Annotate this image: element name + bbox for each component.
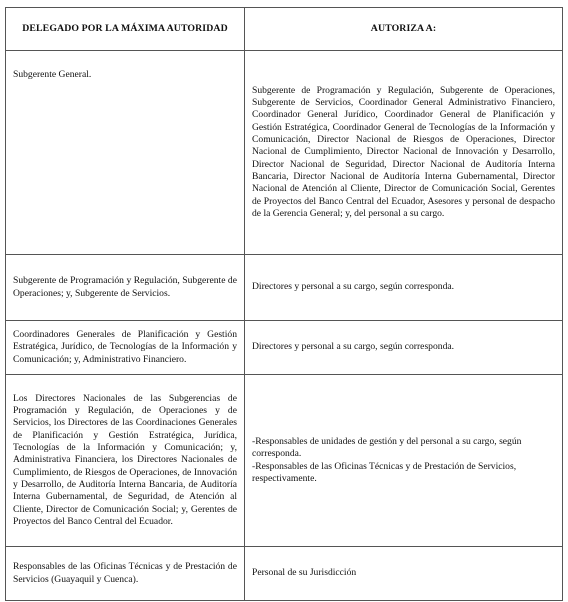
delegate-cell: Responsables de las Oficinas Técnicas y de Prestación de Servicios (Guayaquil y Cuenca).: [6, 547, 245, 601]
delegate-cell: Los Directores Nacionales de las Subgerencias de Programación y Regulación, de Operaciones y de Servicios, los Directores de las Coordinaciones Generales de Planificación y Gestión Estratégica, Jurídica, Tecnologías de la Información y Comunicación; y, Administrativa Financiera, los Directores Nacionales de Cumplimiento, de Riesgos de Operaciones, de Innovación y Desarrollo, de Auditoría Interna Bancaria, de Auditoría Interna Gubernamental, de Seguridad, de Atención al Cliente, Director de Comunicación Social; y, Gerentes de Proyectos del Banco Central del Ecuador.: [6, 375, 245, 547]
authorizes-cell: Personal de su Jurisdicción: [245, 547, 563, 601]
authorizes-line: -Responsables de unidades de gestión y del personal a su cargo, según corresponda.: [252, 435, 522, 460]
delegate-cell: Coordinadores Generales de Planificación y Gestión Estratégica, Jurídico, de Tecnologías de la Información y Comunicación; y, Administrativo Financiero.: [6, 321, 245, 375]
table-row: [6, 51, 563, 255]
table-row: [6, 375, 563, 547]
authorizes-cell: Directores y personal a su cargo, según corresponda.: [245, 321, 563, 375]
authorizes-line: -Responsables de las Oficinas Técnicas y de Prestación de Servicios, respectivamente.: [252, 460, 517, 484]
authorizes-cell: [245, 375, 563, 547]
header-authorizes: AUTORIZA A:: [245, 8, 563, 51]
authorizes-cell: Directores y personal a su cargo, según corresponda.: [245, 255, 563, 321]
authorizes-cell: Subgerente de Programación y Regulación, Subgerente de Operaciones, Subgerente de Servicios, Coordinador General Administrativo Financiero, Coordinador General Jurídico, Coordinador General de Planificación y Gestión Estratégica, Coordinador General de Tecnologías de la Información y Comunicación, Director Nacional de Riesgos de Operaciones, Director Nacional de Cumplimiento, Director Nacional de Innovación y Desarrollo, Director Nacional de Seguridad, Director Nacional de Auditoría Interna Bancaria, Director Nacional de Auditoría Interna Gubernamental, Director Nacional de Atención al Cliente, Director de Comunicación Social, Gerentes de Proyectos del Banco Central del Ecuador, Asesores y personal de despacho de la Gerencia General; y, del personal a su cargo.: [245, 51, 563, 255]
header-row: [6, 8, 563, 51]
delegation-table: [5, 7, 563, 601]
delegate-cell: Subgerente de Programación y Regulación, Subgerente de Operaciones; y, Subgerente de Servicios.: [6, 255, 245, 321]
table-row: [6, 321, 563, 375]
header-delegate: DELEGADO POR LA MÁXIMA AUTORIDAD: [6, 8, 245, 51]
table-row: [6, 255, 563, 321]
table-row: [6, 547, 563, 601]
delegate-cell: Subgerente General.: [6, 51, 245, 255]
